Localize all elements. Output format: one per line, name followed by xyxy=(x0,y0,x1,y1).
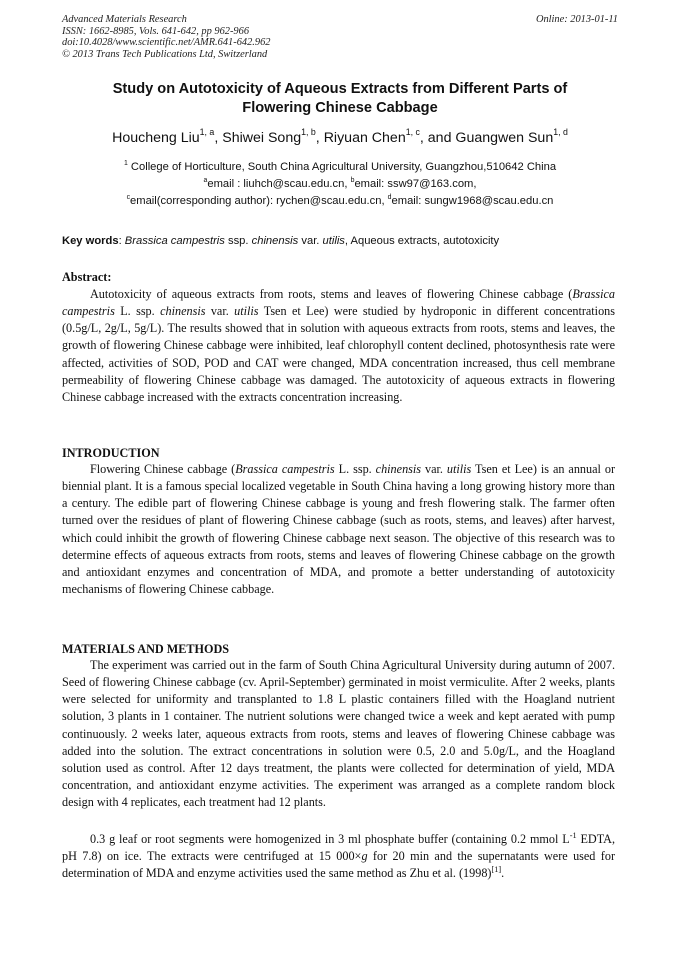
author-affiliation-mark: 1, b xyxy=(301,127,316,138)
email-a: email : liuhch@scau.edu.cn, xyxy=(207,178,351,190)
email-line-1 xyxy=(62,176,618,193)
keywords-colon: : xyxy=(118,235,125,247)
species-name: Brassica campestris xyxy=(235,462,335,476)
text-run: L. ssp. xyxy=(114,304,161,319)
g-force-symbol: g xyxy=(361,849,368,864)
introduction-text xyxy=(62,461,615,598)
author-affiliation-mark: 1, d xyxy=(553,127,568,138)
methods-heading: MATERIALS AND METHODS xyxy=(62,642,230,656)
email-d: email: sungw1968@scau.edu.cn xyxy=(391,195,554,207)
keyword-var: var. xyxy=(298,235,323,247)
online-date: Online: 2013-01-11 xyxy=(535,14,618,25)
keyword-variety: utilis xyxy=(322,235,345,247)
author-affiliation-mark: 1, c xyxy=(405,127,420,138)
title-line-1: Study on Autotoxicity of Aqueous Extracts from Different Parts of xyxy=(112,81,568,97)
keyword-ssp: ssp. xyxy=(224,235,252,247)
email-b: email: ssw97@163.com, xyxy=(354,178,477,190)
keyword-species: Brassica campestris xyxy=(124,235,225,247)
author-list xyxy=(62,129,618,147)
journal-name: Advanced Materials Research xyxy=(62,14,187,25)
abstract-heading: Abstract: xyxy=(62,270,112,284)
citation-ref: [1] xyxy=(491,864,502,874)
methods-paragraph-1: The experiment was carried out in the farm of South China Agricultural University during autumn of 2007. Seed of flowering Chinese cabbage (cv. April-September) germinated in moist vermiculite. After 2 weeks, plants were selected for uniformity and transplanted to 1.8 L plastic containers filled with the Hoagland nutrient solution, 3 plants in 1 container. The nutrient solutions were changed twice a week and kept aerated with pump continuously. 2 weeks later, aqueous extracts from roots, stems and leaves of flowering Chinese cabbage was added into the solution. The extract concentrations in solution were 0.5, 2.0 and 5.0g/L, and the Hoagland solution used as control. After 12 days treatment, the plants were collected for determination of yield, MDA concentration, and antioxidant enzyme activities. The experiment was arranged as a complete random block design with 4 replicates, each treatment had 12 plants. xyxy=(62,658,615,810)
email-mark-d: d xyxy=(387,193,392,201)
affiliation-mark: 1 xyxy=(123,159,128,167)
species-name: chinensis xyxy=(375,462,422,476)
introduction-heading: INTRODUCTION xyxy=(62,446,160,460)
text-run: Autotoxicity of aqueous extracts from roots, stems and leaves of flowering Chinese cabbage ( xyxy=(90,287,573,301)
email-c: email(corresponding author): rychen@scau.edu.cn, xyxy=(130,195,388,207)
abstract-text xyxy=(62,286,615,406)
author-separator: , and xyxy=(419,130,456,146)
title-line-2: Flowering Chinese Cabbage xyxy=(242,100,438,116)
text-run: Tsen et Lee) is an annual or biennial plant. It is a famous special localized vegetable in South China having a long growing history more than a century. The edible part of flowering Chinese cabbage is young and fresh flowering stalk. The farmer often turned over the residues of plant of flowering Chinese cabbage (such as roots, stems, and leaves) after harvest, which could inhibit the growth of flowering Chinese cabbage next season. The objective of this research was to determine effects of aqueous extracts from roots, stems and leaves of flowering Chinese cabbage on the growth and antioxidant enzymes and concentration of MDA, and promote a better understanding of autotoxicity mechanisms of flowering Chinese cabbage. xyxy=(62,462,616,597)
species-name: utilis xyxy=(446,462,472,476)
keywords-label: Key words xyxy=(62,235,119,247)
text-run: 0.3 g leaf or root segments were homogenized in 3 ml phosphate buffer (containing 0.2 mmol L xyxy=(90,832,570,846)
author-affiliation-mark: 1, a xyxy=(199,127,215,138)
text-run: Flowering Chinese cabbage ( xyxy=(90,462,236,476)
affiliation-block xyxy=(62,159,618,210)
email-mark-b: b xyxy=(350,176,355,184)
email-line-2 xyxy=(62,193,618,210)
author-name: Riyuan Chen xyxy=(323,130,406,146)
keywords xyxy=(62,234,618,249)
email-mark-a: a xyxy=(203,176,208,184)
keyword-rest: , Aqueous extracts, autotoxicity xyxy=(344,235,500,247)
text-run: var. xyxy=(205,304,235,319)
keyword-subspecies: chinensis xyxy=(251,235,299,247)
journal-copyright: © 2013 Trans Tech Publications Ltd, Switzerland xyxy=(62,48,268,60)
paper-title xyxy=(62,80,618,118)
author-name: Guangwen Sun xyxy=(455,130,554,146)
author-separator: , xyxy=(214,130,223,146)
author-name: Houcheng Liu xyxy=(112,130,200,146)
methods-paragraph-2 xyxy=(62,831,615,882)
text-run: Tsen et Lee) were studied by hydroponic in different concentrations (0.5g/L, 2g/L, 5g/L). The results showed that in solution with aqueous extracts from roots, stems and leaves, the growth of flowering Chinese cabbage were inhibited, leaf chlorophyll content declined, photosynthesis rate were affected, activities of SOD, POD and CAT were changed, MDA concentration increased, thus cell membrane permeability of flowering Chinese cabbage was damaged. The autotoxicity of aqueous extracts in flowering Chinese cabbage increased with the extracts concentration increasing. xyxy=(62,304,616,404)
unit-exponent: -1 xyxy=(569,830,577,840)
text-run: EDTA, pH 7.8) on ice. The extracts were centrifuged at 15 000× xyxy=(62,832,616,864)
author-separator: , xyxy=(315,130,324,146)
text-run: . xyxy=(501,866,505,881)
journal-header xyxy=(62,14,618,60)
text-run: var. xyxy=(421,462,447,476)
affiliation-line xyxy=(62,159,618,176)
email-mark-c: c xyxy=(126,193,131,201)
species-name: Brassica campestris xyxy=(62,287,615,319)
affiliation-text: College of Horticulture, South China Agricultural University, Guangzhou,510642 China xyxy=(127,161,557,173)
text-run: for 20 min and the supernatants were used for determination of MDA and enzyme activities used the same method as Zhu et al. (1998) xyxy=(62,849,616,881)
author-name: Shiwei Song xyxy=(222,130,302,146)
species-name: chinensis xyxy=(160,304,206,319)
journal-doi: doi:10.4028/www.scientific.net/AMR.641-642.962 xyxy=(62,37,271,49)
species-name: utilis xyxy=(234,304,259,319)
journal-issn: ISSN: 1662-8985, Vols. 641-642, pp 962-966 xyxy=(62,25,250,37)
text-run: L. ssp. xyxy=(334,462,376,476)
